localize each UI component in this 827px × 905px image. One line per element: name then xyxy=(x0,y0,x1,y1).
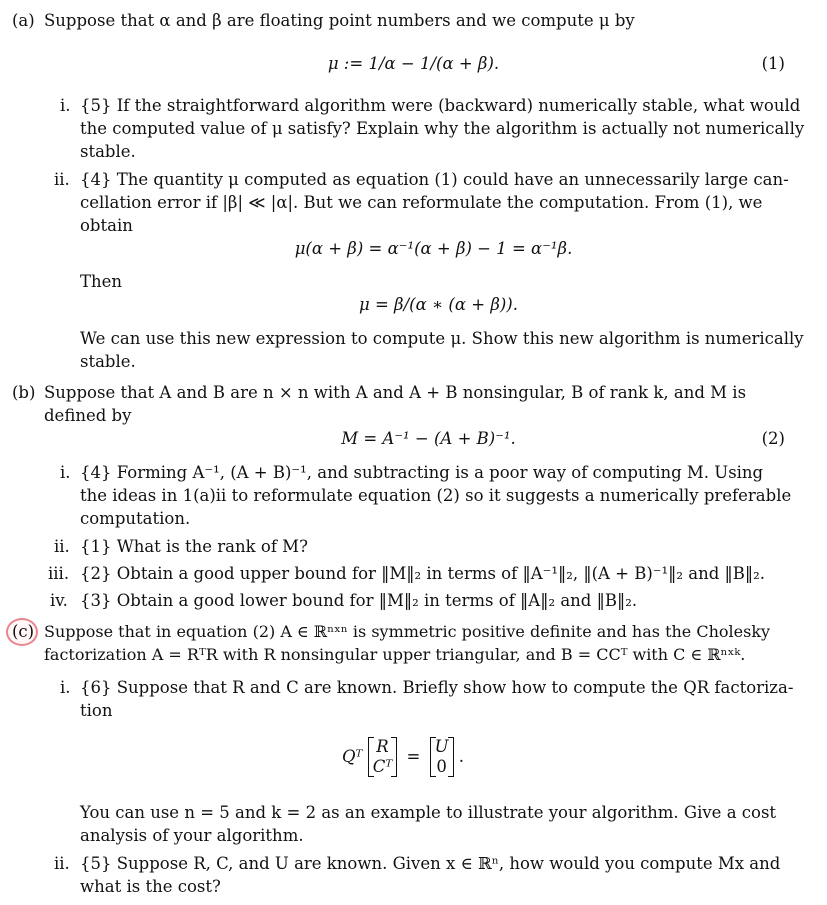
part-b-ii-line1: {1} What is the rank of M? xyxy=(80,537,308,556)
qr-right-bottom: 0 xyxy=(436,757,447,776)
part-c-i-line3: You can use n = 5 and k = 2 as an example to illustrate your algorithm. Give a cost xyxy=(80,803,777,822)
part-a-intro: Suppose that α and β are floating point numbers and we compute μ by xyxy=(44,11,635,30)
part-c-line1: Suppose that in equation (2) A ∈ ℝⁿˣⁿ is symmetric positive definite and has the Cholesky xyxy=(44,622,771,641)
part-c-ii-line1: {5} Suppose R, C, and U are known. Given x ∈ ℝⁿ, how would you compute Mx and xyxy=(80,854,781,873)
equation-2-number: (2) xyxy=(761,429,785,448)
part-c-ii-line2: what is the cost? xyxy=(80,877,221,896)
equation-a-ii-2: μ = β/(α ∗ (α + β)). xyxy=(359,295,518,314)
part-b-iii-line1: {2} Obtain a good upper bound for ‖M‖₂ in terms of ‖A⁻¹‖₂, ‖(A + B)⁻¹‖₂ and ‖B‖₂. xyxy=(80,564,765,583)
part-c-label: (c) xyxy=(12,622,35,641)
part-b-line2: defined by xyxy=(44,406,132,425)
qr-lhs: Qᵀ xyxy=(342,747,363,766)
equation-2: M = A⁻¹ − (A + B)⁻¹. xyxy=(341,429,516,448)
equation-1: μ := 1/α − 1/(α + β). xyxy=(327,54,500,73)
part-c-line2: factorization A = RᵀR with R nonsingular upper triangular, and B = CCᵀ with C ∈ ℝⁿˣᵏ. xyxy=(44,645,746,664)
equation-a-ii-1: μ(α + β) = α⁻¹(α + β) − 1 = α⁻¹β. xyxy=(294,239,573,258)
part-b-i-label: i. xyxy=(60,463,71,482)
part-c-ii-label: ii. xyxy=(54,854,70,873)
part-b-i-line1: {4} Forming A⁻¹, (A + B)⁻¹, and subtracting is a poor way of computing M. Using xyxy=(80,463,764,482)
part-a-ii-line3: obtain xyxy=(80,216,133,235)
qr-period: . xyxy=(458,747,465,766)
part-a-i-label: i. xyxy=(60,96,71,115)
qr-equals: = xyxy=(406,747,421,766)
part-c-i-line2: tion xyxy=(80,701,113,720)
part-a-i-line1: {5} If the straightforward algorithm were (backward) numerically stable, what would xyxy=(80,96,801,115)
part-a-ii-then: Then xyxy=(80,272,123,291)
qr-equation xyxy=(342,737,464,777)
part-a-label: (a) xyxy=(12,11,35,30)
qr-left-matrix xyxy=(368,737,398,777)
part-a-ii-line2: cellation error if |β| ≪ |α|. But we can reformulate the computation. From (1), we xyxy=(80,193,763,212)
part-b-label: (b) xyxy=(12,383,36,402)
part-a-i-line3: stable. xyxy=(80,142,136,161)
equation-1-number: (1) xyxy=(761,54,785,73)
qr-right-matrix xyxy=(430,737,454,777)
part-b-i-line2: the ideas in 1(a)ii to reformulate equation (2) so it suggests a numerically preferable xyxy=(80,486,792,505)
part-b-iv-line1: {3} Obtain a good lower bound for ‖M‖₂ in terms of ‖A‖₂ and ‖B‖₂. xyxy=(80,591,638,610)
part-b-ii-label: ii. xyxy=(54,537,70,556)
part-a-ii-line1: {4} The quantity μ computed as equation (1) could have an unnecessarily large can- xyxy=(80,170,789,189)
qr-left-top: R xyxy=(376,737,389,756)
part-b-line1: Suppose that A and B are n × n with A and A + B nonsingular, B of rank k, and M is xyxy=(44,383,747,402)
part-b-iv-label: iv. xyxy=(50,591,68,610)
part-a-ii-line5: stable. xyxy=(80,352,136,371)
qr-left-bottom: Cᵀ xyxy=(372,757,393,776)
part-a-ii-label: ii. xyxy=(54,170,70,189)
part-b-iii-label: iii. xyxy=(48,564,70,583)
qr-right-top: U xyxy=(434,737,449,756)
part-c-i-label: i. xyxy=(60,678,71,697)
part-b-i-line3: computation. xyxy=(80,509,191,528)
part-c-i-line1: {6} Suppose that R and C are known. Briefly show how to compute the QR factoriza- xyxy=(80,678,794,697)
part-a-i-line2: the computed value of μ satisfy? Explain why the algorithm is actually not numerically xyxy=(80,119,805,138)
part-a-ii-line4: We can use this new expression to compute μ. Show this new algorithm is numerically xyxy=(80,329,804,348)
part-c-i-line4: analysis of your algorithm. xyxy=(80,826,304,845)
